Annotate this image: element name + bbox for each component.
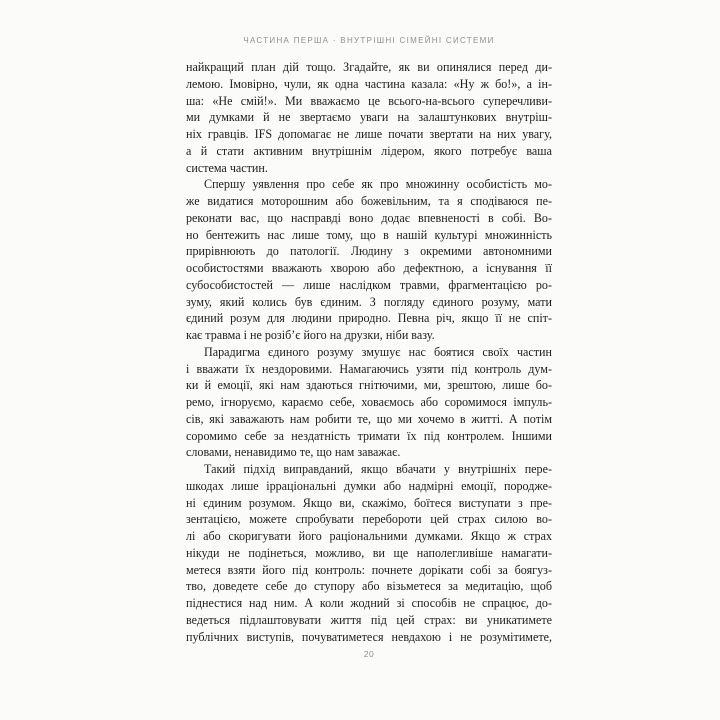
text-line: словами, ненавидимо те, що нам заважає. bbox=[186, 445, 401, 460]
text-line: піднестися над ним. А коли жодний зі способів не спрацює, до- bbox=[186, 596, 552, 610]
text-line: ки й емоції, які нам здаються гнітючими, ми, зрештою, лише бо- bbox=[186, 378, 552, 393]
text-line: сів, які заважають нам робити те, що ми хочемо в житті. А потім bbox=[186, 411, 552, 426]
text-line: же видатися моторошним або божевільним, та я сподіваюся пе- bbox=[186, 194, 552, 208]
text-line: особистостями вважають хворою або дефектною, а існування її bbox=[186, 261, 552, 275]
text-line: реконати вас, що насправді воно додає впевненості в собі. Во- bbox=[186, 210, 552, 225]
text-line: найкращий план дій тощо. Згадайте, як ви опинялися перед ди- bbox=[186, 60, 552, 74]
text-line: прирівнюють до патології. Людину з окремими автономними bbox=[186, 244, 552, 259]
text-line: лемою. Імовірно, чули, як одна частина казала: «Ну ж бо!», а ін- bbox=[186, 76, 552, 91]
text-line: метеся взяти його під контроль: почнете дорікати собі за боягуз- bbox=[186, 562, 552, 577]
text-line: ша: «Не смій!». Ми вважаємо це всього-на-всього суперечливи- bbox=[186, 93, 552, 108]
paragraph bbox=[186, 59, 552, 176]
text-line: ми думками й не звертаємо уваги на залаштункових внутріш- bbox=[186, 110, 552, 125]
text-line: Такий підхід виправданий, якщо вбачати у внутрішніх пере- bbox=[204, 462, 552, 476]
paragraph bbox=[186, 176, 552, 344]
paragraph bbox=[186, 344, 552, 461]
text-line: тво, доведете себе до ступору або візьметеся за медитацію, щоб bbox=[186, 579, 552, 594]
text-line: Спершу уявлення про себе як про множинну особистість мо- bbox=[204, 177, 552, 192]
text-line: і вважати їх нездоровими. Намагаючись узяти під контроль дум- bbox=[186, 361, 552, 376]
text-line: публічних виступів, почуватиметеся невдахою і не розумітимете, bbox=[186, 629, 552, 644]
paragraph bbox=[186, 461, 552, 645]
text-line: нікуди не подінеться, можливо, ви ще наполегливіше намагати- bbox=[186, 545, 552, 560]
text-line: зуму, який колись був єдиним. З погляду єдиного розуму, мати bbox=[186, 294, 552, 309]
text-line: зентацією, можете спробувати перебороти цей страх силою во- bbox=[186, 512, 552, 527]
text-line: но бентежить нас лише тому, що в нашій культурі множинність bbox=[186, 227, 552, 242]
text-line: єдиний розум для людини природно. Певна річ, якщо її не спіт- bbox=[186, 311, 552, 326]
text-line: кає травма і не розіб’є його на друзки, ніби вазу. bbox=[186, 328, 435, 342]
text-line: ремо, ігноруємо, караємо себе, ховаємось або соромимося імпуль- bbox=[186, 395, 552, 409]
running-head: ЧАСТИНА ПЕРША · ВНУТРІШНІ СІМЕЙНІ СИСТЕМИ bbox=[243, 36, 495, 45]
text-line: шкодах лише ірраціональні думки або надмірні емоції, породже- bbox=[186, 478, 552, 493]
text-line: соромимо себе за нездатність тримати їх під контролем. Іншими bbox=[186, 428, 552, 443]
body-text-block bbox=[186, 59, 552, 645]
text-line: субособистостей — лише наслідком травми, фрагментацією ро- bbox=[186, 277, 552, 292]
text-line: ніх гравців. IFS допомагає не лише почати звертати на них увагу, bbox=[186, 127, 552, 141]
text-line: система частин. bbox=[186, 160, 268, 175]
text-line: ведеться підлаштовувати життя під цей страх: ви уникатимете bbox=[186, 612, 552, 627]
text-line: ні єдиним розумом. Якщо ви, скажімо, боїтеся виступати з пре- bbox=[186, 495, 552, 510]
page-number: 20 bbox=[363, 649, 375, 659]
text-line: Парадигма єдиного розуму змушує нас боятися своїх частин bbox=[204, 344, 552, 359]
text-line: а й стати активним внутрішнім лідером, якого потребує ваша bbox=[186, 143, 552, 158]
text-line: лі або скоригувати його раціональними думками. Якщо ж страх bbox=[186, 529, 552, 543]
